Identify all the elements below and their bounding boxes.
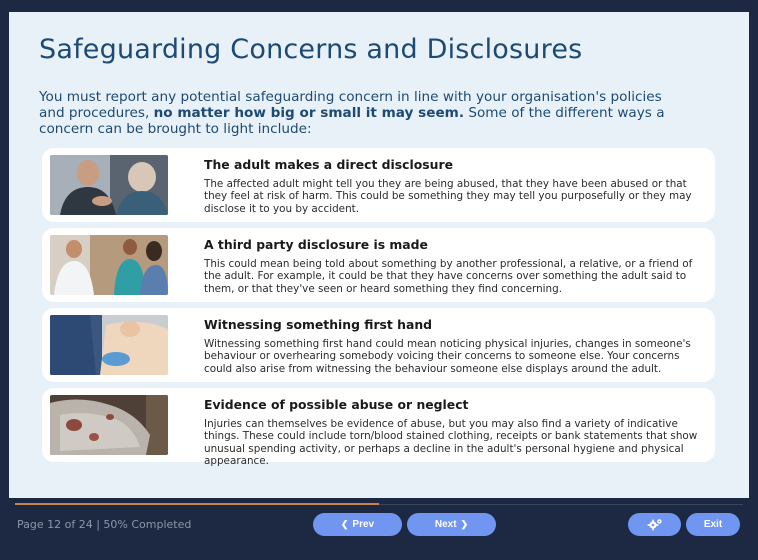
progress-bar-fill [15,503,379,505]
exit-button[interactable] [686,513,740,536]
card-title: Evidence of possible abuse or neglect [204,397,469,412]
concern-card-witnessing [42,308,715,382]
page-title: Safeguarding Concerns and Disclosures [39,34,583,65]
concern-card-evidence [42,388,715,467]
next-button-label: Next [434,519,457,530]
prev-button-label: Prev [352,519,375,530]
intro-text-part2: Some of the different ways a concern can be brought to light include: [39,105,665,137]
concern-card-third-party [42,228,715,302]
conversation-photo-icon [50,155,168,215]
card-text: The affected adult might tell you they are being abused, that they have been abused or that they feel at risk of harm. This could be something they may tell you purposefully or they may disclose it to you by accident. [204,178,692,215]
card-title: The adult makes a direct disclosure [204,157,453,172]
card-text: This could mean being told about something by another professional, a relative, or a friend of the adult. For example, it could be that they have concerns over something the adult said to them, or that they've seen or heard something they find concerning. [204,258,693,295]
settings-button[interactable] [628,513,681,536]
professionals-photo-icon [50,235,168,295]
gears-icon [647,518,663,531]
chevron-left-icon: ❮ [340,519,349,529]
stained-cloth-photo-icon [50,395,168,455]
card-text: Witnessing something first hand could mean noticing physical injuries, changes in someone's behaviour or overhearing somebody voicing their concerns to someone else. Your concerns could also arise from witnessing the behaviour someone else displays around the adult. [204,338,691,375]
card-image-professionals [50,235,168,295]
exit-button-label: Exit [703,519,723,530]
card-title: Witnessing something first hand [204,317,433,332]
page-status: Page 12 of 24 | 50% Completed [17,518,192,531]
card-title: A third party disclosure is made [204,237,428,252]
card-image-caregiving [50,315,168,375]
prev-button[interactable] [313,513,402,536]
card-text: Injuries can themselves be evidence of abuse, but you may also find a variety of indicative things. These could include torn/blood stained clothing, receipts or bank statements that show unusual spending activity, or perhaps a decline in the adult's personal hygiene and physical appearance. [204,418,698,467]
intro-text-part1: You must report any potential safeguarding concern in line with your organisation's policies and procedures, [39,89,662,121]
intro-text [39,89,679,137]
chevron-right-icon: ❯ [460,519,469,529]
concern-card-direct-disclosure [42,148,715,222]
slide-panel [9,12,749,498]
progress-bar [15,504,743,505]
card-image-stained-cloth [50,395,168,455]
next-button[interactable] [407,513,496,536]
intro-text-emphasis: no matter how big or small it may seem. [153,105,465,121]
card-image-conversation [50,155,168,215]
caregiving-photo-icon [50,315,168,375]
